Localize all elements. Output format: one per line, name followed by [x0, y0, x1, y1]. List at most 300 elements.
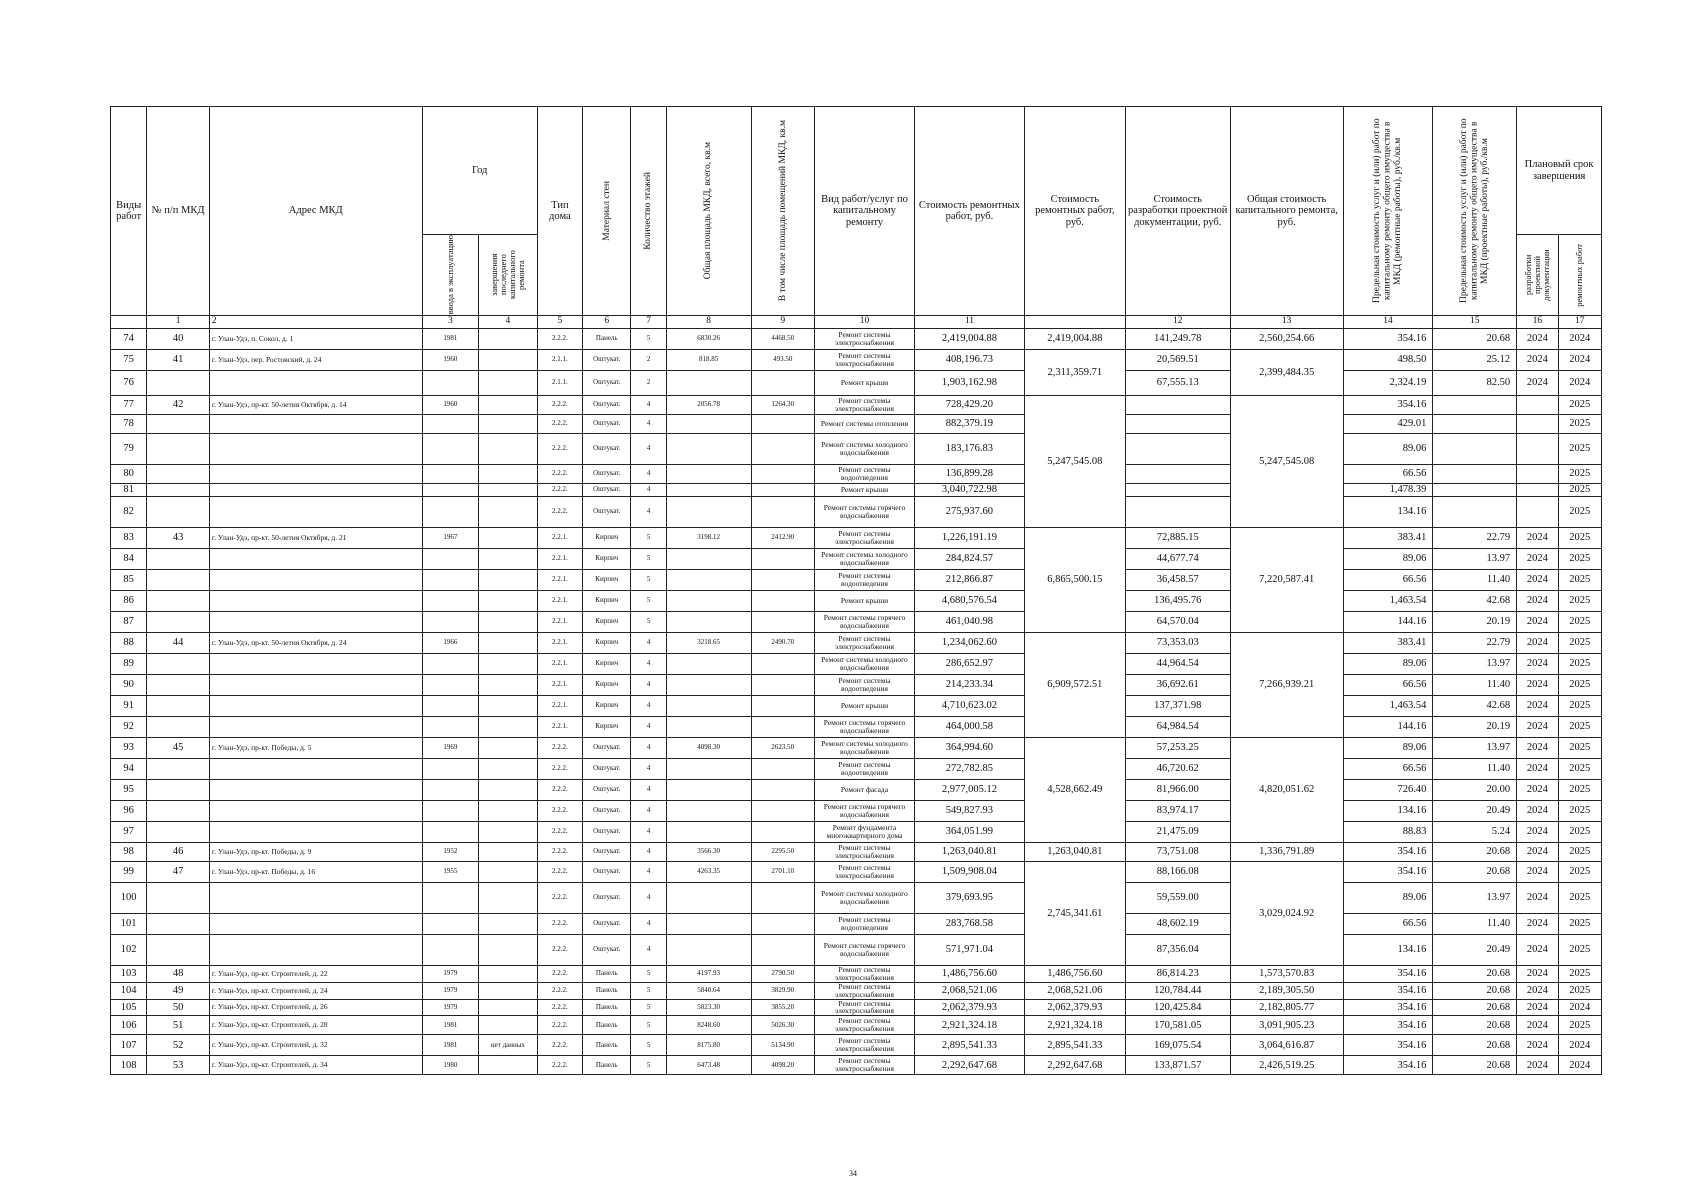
work-type: Ремонт системы электроснабжения	[815, 1016, 915, 1035]
limit-design: 11.40	[1433, 570, 1517, 591]
address	[209, 654, 422, 675]
limit-design: 5.24	[1433, 822, 1517, 843]
total-area: 8175.80	[666, 1035, 751, 1056]
deadline-repair: 2025	[1558, 528, 1602, 549]
house-type: 2.2.1.	[537, 528, 582, 549]
year-commission	[422, 497, 478, 528]
work-type: Ремонт системы горячего водоснабжения	[815, 717, 915, 738]
deadline-repair: 2025	[1558, 570, 1602, 591]
deadline-repair: 2025	[1558, 675, 1602, 696]
total-area	[666, 914, 751, 935]
wall-material: Кирпич	[583, 591, 631, 612]
deadline-design: 2024	[1517, 935, 1558, 966]
premises-area	[751, 780, 815, 801]
total-cost: 1,573,570.83	[1230, 966, 1343, 983]
address	[209, 801, 422, 822]
row-number: 83	[111, 528, 147, 549]
mkd-number: 47	[147, 862, 210, 883]
year-commission	[422, 654, 478, 675]
address	[209, 612, 422, 633]
total-area: 2056.78	[666, 396, 751, 415]
deadline-repair: 2025	[1558, 434, 1602, 465]
work-type: Ремонт системы электроснабжения	[815, 843, 915, 862]
deadline-repair: 2024	[1558, 1056, 1602, 1075]
premises-area	[751, 759, 815, 780]
address: г. Улан-Удэ, пр-кт. Строителей, д. 26	[209, 999, 422, 1016]
table-row	[111, 528, 1602, 549]
work-type: Ремонт системы электроснабжения	[815, 862, 915, 883]
floors: 4	[631, 843, 666, 862]
row-number: 81	[111, 484, 147, 497]
repair-cost: 2,419,004.88	[914, 329, 1024, 350]
work-type: Ремонт системы электроснабжения	[815, 966, 915, 983]
deadline-repair: 2025	[1558, 935, 1602, 966]
year-last-repair	[479, 591, 538, 612]
address	[209, 591, 422, 612]
premises-area	[751, 696, 815, 717]
deadline-repair: 2025	[1558, 549, 1602, 570]
floors: 5	[631, 1016, 666, 1035]
design-cost: 20,569.51	[1125, 350, 1230, 371]
deadline-design: 2024	[1517, 329, 1558, 350]
total-area	[666, 415, 751, 434]
premises-area: 1264.30	[751, 396, 815, 415]
deadline-design: 2024	[1517, 862, 1558, 883]
limit-repair: 144.16	[1343, 717, 1433, 738]
row-number: 79	[111, 434, 147, 465]
deadline-repair: 2025	[1558, 801, 1602, 822]
total-area: 3566.30	[666, 843, 751, 862]
table-row	[111, 329, 1602, 350]
address	[209, 434, 422, 465]
total-area	[666, 654, 751, 675]
house-type: 2.2.1.	[537, 591, 582, 612]
row-number: 85	[111, 570, 147, 591]
table-row	[111, 843, 1602, 862]
mkd-number	[147, 612, 210, 633]
house-type: 2.2.2.	[537, 843, 582, 862]
row-number: 75	[111, 350, 147, 371]
deadline-repair: 2024	[1558, 350, 1602, 371]
column-number: 16	[1517, 316, 1558, 329]
limit-design: 11.40	[1433, 675, 1517, 696]
limit-design	[1433, 465, 1517, 484]
wall-material: Панель	[583, 1056, 631, 1075]
year-commission	[422, 549, 478, 570]
limit-design: 20.68	[1433, 1056, 1517, 1075]
header-limit-repair: Предельная стоимость услуг и (или) работ по капитальному ремонту общего имущества в МКД (ремонтные работы), руб./кв.м	[1372, 118, 1404, 304]
table-row	[111, 780, 1602, 801]
total-cost: 7,266,939.21	[1230, 633, 1343, 738]
repair-cost-total: 1,263,040.81	[1024, 843, 1125, 862]
premises-area: 2295.50	[751, 843, 815, 862]
floors: 4	[631, 914, 666, 935]
address: г. Улан-Удэ, пр-кт. Строителей, д. 24	[209, 982, 422, 999]
address: г. Улан-Удэ, пр-кт. Строителей, д. 34	[209, 1056, 422, 1075]
total-cost: 5,247,545.08	[1230, 396, 1343, 528]
mkd-number: 40	[147, 329, 210, 350]
floors: 5	[631, 982, 666, 999]
table-row	[111, 822, 1602, 843]
deadline-design: 2024	[1517, 999, 1558, 1016]
table-row	[111, 654, 1602, 675]
repair-cost-total: 4,528,662.49	[1024, 738, 1125, 843]
premises-area: 2623.50	[751, 738, 815, 759]
year-last-repair	[479, 822, 538, 843]
table-row	[111, 1056, 1602, 1075]
wall-material: Оштукат.	[583, 883, 631, 914]
work-type: Ремонт системы холодного водоснабжения	[815, 549, 915, 570]
design-cost	[1125, 396, 1230, 415]
row-number: 84	[111, 549, 147, 570]
limit-design: 20.68	[1433, 1035, 1517, 1056]
limit-design: 42.68	[1433, 591, 1517, 612]
column-number: 8	[666, 316, 751, 329]
mkd-number: 51	[147, 1016, 210, 1035]
mkd-number: 53	[147, 1056, 210, 1075]
total-area	[666, 612, 751, 633]
address	[209, 497, 422, 528]
house-type: 2.2.2.	[537, 982, 582, 999]
house-type: 2.2.2.	[537, 822, 582, 843]
header-address: Адрес МКД	[209, 107, 422, 316]
year-commission	[422, 434, 478, 465]
limit-repair: 429.01	[1343, 415, 1433, 434]
design-cost: 133,871.57	[1125, 1056, 1230, 1075]
limit-repair: 89.06	[1343, 883, 1433, 914]
design-cost: 64,570.04	[1125, 612, 1230, 633]
limit-repair: 354.16	[1343, 999, 1433, 1016]
house-type: 2.2.2.	[537, 396, 582, 415]
deadline-repair: 2025	[1558, 883, 1602, 914]
deadline-design: 2024	[1517, 759, 1558, 780]
year-last-repair	[479, 371, 538, 396]
repair-cost: 4,710,623.02	[914, 696, 1024, 717]
address: г. Улан-Удэ, пр-кт. Строителей, д. 22	[209, 966, 422, 983]
table-row	[111, 350, 1602, 371]
deadline-repair: 2025	[1558, 780, 1602, 801]
wall-material: Оштукат.	[583, 497, 631, 528]
table-row	[111, 633, 1602, 654]
repair-cost: 728,429.20	[914, 396, 1024, 415]
year-last-repair	[479, 396, 538, 415]
table-row	[111, 1035, 1602, 1056]
total-area	[666, 371, 751, 396]
deadline-design: 2024	[1517, 675, 1558, 696]
house-type: 2.2.1.	[537, 654, 582, 675]
repair-cost: 364,994.60	[914, 738, 1024, 759]
repair-cost: 1,509,908.04	[914, 862, 1024, 883]
page-number: 34	[849, 1169, 857, 1178]
total-area	[666, 935, 751, 966]
row-number: 98	[111, 843, 147, 862]
deadline-repair: 2025	[1558, 822, 1602, 843]
table-row	[111, 549, 1602, 570]
limit-repair: 1,478.39	[1343, 484, 1433, 497]
repair-cost: 464,000.58	[914, 717, 1024, 738]
year-last-repair	[479, 883, 538, 914]
total-cost: 1,336,791.89	[1230, 843, 1343, 862]
floors: 4	[631, 484, 666, 497]
total-area	[666, 484, 751, 497]
header-total-area: Общая площадь МКД, всего, кв.м	[703, 142, 714, 280]
year-commission: 1960	[422, 396, 478, 415]
house-type: 2.2.2.	[537, 1016, 582, 1035]
mkd-number: 41	[147, 350, 210, 371]
mkd-number	[147, 497, 210, 528]
work-type: Ремонт крыши	[815, 371, 915, 396]
repair-cost: 4,680,576.54	[914, 591, 1024, 612]
header-year: Год	[422, 107, 537, 235]
total-area	[666, 696, 751, 717]
deadline-repair: 2025	[1558, 696, 1602, 717]
limit-repair: 66.56	[1343, 914, 1433, 935]
header-premises-area: В том числе площадь помещений МКД, кв.м	[777, 120, 788, 302]
year-last-repair	[479, 434, 538, 465]
deadline-design: 2024	[1517, 570, 1558, 591]
deadline-repair: 2025	[1558, 738, 1602, 759]
repair-cost-total: 2,921,324.18	[1024, 1016, 1125, 1035]
year-commission: 1966	[422, 633, 478, 654]
limit-design: 20.68	[1433, 982, 1517, 999]
year-last-repair	[479, 528, 538, 549]
work-type: Ремонт системы холодного водоснабжения	[815, 738, 915, 759]
design-cost	[1125, 434, 1230, 465]
wall-material: Кирпич	[583, 612, 631, 633]
work-type: Ремонт крыши	[815, 591, 915, 612]
design-cost: 67,555.13	[1125, 371, 1230, 396]
floors: 4	[631, 717, 666, 738]
mkd-number	[147, 654, 210, 675]
mkd-number	[147, 434, 210, 465]
year-commission: 1981	[422, 1016, 478, 1035]
limit-repair: 354.16	[1343, 1016, 1433, 1035]
limit-repair: 2,324.19	[1343, 371, 1433, 396]
address	[209, 696, 422, 717]
work-type: Ремонт системы водоотведения	[815, 675, 915, 696]
row-number: 99	[111, 862, 147, 883]
row-number: 77	[111, 396, 147, 415]
year-last-repair	[479, 612, 538, 633]
premises-area	[751, 465, 815, 484]
deadline-repair: 2024	[1558, 329, 1602, 350]
row-number: 88	[111, 633, 147, 654]
table-row	[111, 862, 1602, 883]
total-area: 6473.48	[666, 1056, 751, 1075]
work-type: Ремонт системы горячего водоснабжения	[815, 935, 915, 966]
work-type: Ремонт системы электроснабжения	[815, 350, 915, 371]
year-commission	[422, 484, 478, 497]
header-deadline-design: разработки проектной документации	[1522, 249, 1551, 301]
work-type: Ремонт крыши	[815, 696, 915, 717]
wall-material: Оштукат.	[583, 843, 631, 862]
repair-cost-total: 6,865,500.15	[1024, 528, 1125, 633]
year-commission	[422, 717, 478, 738]
row-number: 96	[111, 801, 147, 822]
limit-repair: 354.16	[1343, 982, 1433, 999]
repair-cost: 1,903,162.98	[914, 371, 1024, 396]
year-last-repair	[479, 1056, 538, 1075]
limit-design: 13.97	[1433, 549, 1517, 570]
deadline-repair: 2025	[1558, 465, 1602, 484]
year-commission: 1969	[422, 738, 478, 759]
floors: 4	[631, 696, 666, 717]
column-number: 2	[209, 316, 422, 329]
deadline-repair: 2025	[1558, 612, 1602, 633]
premises-area: 5026.30	[751, 1016, 815, 1035]
design-cost: 81,966.00	[1125, 780, 1230, 801]
year-last-repair	[479, 633, 538, 654]
house-type: 2.2.2.	[537, 434, 582, 465]
year-commission	[422, 935, 478, 966]
row-number: 82	[111, 497, 147, 528]
column-number: 1	[147, 316, 210, 329]
floors: 5	[631, 591, 666, 612]
row-number: 101	[111, 914, 147, 935]
table-row	[111, 883, 1602, 914]
limit-repair: 354.16	[1343, 1035, 1433, 1056]
work-type: Ремонт системы горячего водоснабжения	[815, 801, 915, 822]
deadline-design: 2024	[1517, 371, 1558, 396]
table-row	[111, 999, 1602, 1016]
total-cost: 2,399,484.35	[1230, 350, 1343, 396]
total-area	[666, 591, 751, 612]
wall-material: Панель	[583, 999, 631, 1016]
design-cost: 120,784.44	[1125, 982, 1230, 999]
work-type: Ремонт системы водоотведения	[815, 759, 915, 780]
limit-repair: 88.83	[1343, 822, 1433, 843]
year-commission	[422, 822, 478, 843]
repair-cost: 1,486,756.60	[914, 966, 1024, 983]
total-cost: 3,091,905.23	[1230, 1016, 1343, 1035]
limit-repair: 66.56	[1343, 465, 1433, 484]
repair-cost: 379,693.95	[914, 883, 1024, 914]
wall-material: Кирпич	[583, 696, 631, 717]
deadline-repair: 2025	[1558, 497, 1602, 528]
limit-repair: 134.16	[1343, 801, 1433, 822]
column-number: 10	[815, 316, 915, 329]
row-number: 76	[111, 371, 147, 396]
year-commission	[422, 914, 478, 935]
deadline-repair: 2025	[1558, 982, 1602, 999]
limit-repair: 89.06	[1343, 738, 1433, 759]
deadline-repair: 2025	[1558, 843, 1602, 862]
mkd-number	[147, 371, 210, 396]
row-number: 102	[111, 935, 147, 966]
total-area	[666, 434, 751, 465]
floors: 4	[631, 862, 666, 883]
repair-cost: 2,062,379.93	[914, 999, 1024, 1016]
mkd-number: 49	[147, 982, 210, 999]
header-design-cost: Стоимость разработки проектной документации, руб.	[1125, 107, 1230, 316]
deadline-design: 2024	[1517, 612, 1558, 633]
row-number: 103	[111, 966, 147, 983]
house-type: 2.2.2.	[537, 1035, 582, 1056]
table-row	[111, 434, 1602, 465]
total-area: 5840.64	[666, 982, 751, 999]
work-type: Ремонт системы электроснабжения	[815, 329, 915, 350]
year-last-repair	[479, 350, 538, 371]
header-limit-design: Предельная стоимость услуг и (или) работ по капитальному ремонту общего имущества в МКД (проектные работы), руб./кв.м	[1459, 118, 1490, 304]
mkd-number	[147, 591, 210, 612]
design-cost: 59,559.00	[1125, 883, 1230, 914]
row-number: 86	[111, 591, 147, 612]
year-commission: 1981	[422, 1035, 478, 1056]
limit-repair: 66.56	[1343, 675, 1433, 696]
total-area: 6830.26	[666, 329, 751, 350]
work-type: Ремонт системы горячего водоснабжения	[815, 612, 915, 633]
deadline-design: 2024	[1517, 738, 1558, 759]
year-last-repair	[479, 497, 538, 528]
house-type: 2.2.1.	[537, 633, 582, 654]
house-type: 2.2.2.	[537, 329, 582, 350]
year-last-repair	[479, 801, 538, 822]
row-number: 95	[111, 780, 147, 801]
deadline-design: 2024	[1517, 883, 1558, 914]
deadline-repair: 2025	[1558, 1016, 1602, 1035]
deadline-repair: 2025	[1558, 415, 1602, 434]
address	[209, 883, 422, 914]
deadline-repair: 2025	[1558, 862, 1602, 883]
work-type: Ремонт системы электроснабжения	[815, 633, 915, 654]
wall-material: Оштукат.	[583, 434, 631, 465]
header-work-type: Вид работ/услуг по капитальному ремонту	[815, 107, 915, 316]
column-number: 4	[479, 316, 538, 329]
premises-area	[751, 801, 815, 822]
premises-area	[751, 591, 815, 612]
limit-repair: 354.16	[1343, 329, 1433, 350]
repair-cost: 3,040,722.98	[914, 484, 1024, 497]
column-number	[111, 316, 147, 329]
wall-material: Оштукат.	[583, 484, 631, 497]
limit-design: 20.19	[1433, 612, 1517, 633]
address	[209, 759, 422, 780]
design-cost: 87,356.04	[1125, 935, 1230, 966]
header-repair-cost: Стоимость ремонтных работ, руб.	[914, 107, 1024, 316]
year-last-repair	[479, 570, 538, 591]
limit-design: 22.79	[1433, 633, 1517, 654]
row-number: 89	[111, 654, 147, 675]
year-last-repair	[479, 484, 538, 497]
premises-area	[751, 415, 815, 434]
wall-material: Кирпич	[583, 675, 631, 696]
design-cost: 48,602.19	[1125, 914, 1230, 935]
design-cost: 170,581.05	[1125, 1016, 1230, 1035]
header-year-last-repair: завершения последнего капитального ремонта	[489, 250, 526, 300]
address: г. Улан-Удэ, пр-кт. Строителей, д. 32	[209, 1035, 422, 1056]
deadline-repair: 2024	[1558, 1035, 1602, 1056]
house-type: 2.2.2.	[537, 1056, 582, 1075]
house-type: 2.1.1.	[537, 350, 582, 371]
row-number: 106	[111, 1016, 147, 1035]
year-commission	[422, 415, 478, 434]
deadline-design: 2024	[1517, 914, 1558, 935]
premises-area: 5134.90	[751, 1035, 815, 1056]
limit-design: 42.68	[1433, 696, 1517, 717]
mkd-number	[147, 759, 210, 780]
mkd-number: 43	[147, 528, 210, 549]
year-commission: 1981	[422, 329, 478, 350]
deadline-design: 2024	[1517, 1035, 1558, 1056]
premises-area: 4468.50	[751, 329, 815, 350]
year-commission	[422, 883, 478, 914]
premises-area: 2490.70	[751, 633, 815, 654]
house-type: 2.2.2.	[537, 415, 582, 434]
total-area: 818.85	[666, 350, 751, 371]
repair-cost: 286,652.97	[914, 654, 1024, 675]
address	[209, 484, 422, 497]
mkd-number	[147, 935, 210, 966]
